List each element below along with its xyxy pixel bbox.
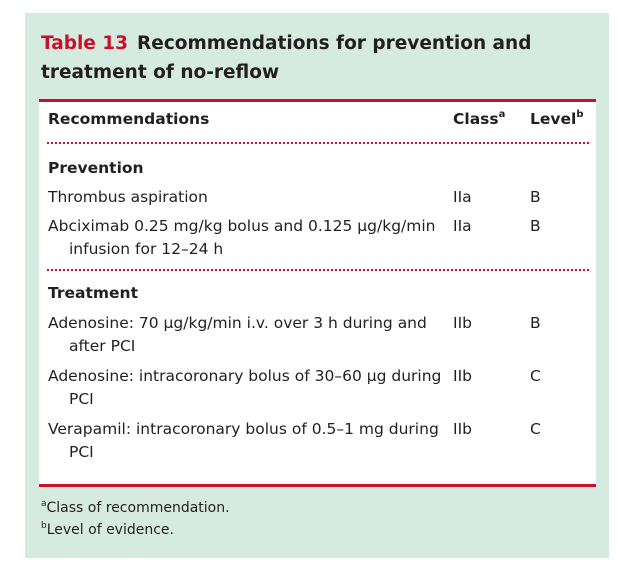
footnote-text: Level of evidence.	[46, 522, 174, 538]
level-cell: B	[530, 314, 541, 332]
level-cell: C	[530, 367, 541, 385]
recommendation-cell: Abciximab 0.25 mg/kg bolus and 0.125 µg/kg/min infusion for 12–24 h	[48, 217, 436, 258]
recommendation-cell: Adenosine: intracoronary bolus of 30–60 µg during PCI	[48, 367, 442, 408]
footnote-a	[41, 498, 230, 518]
section-title: Prevention	[48, 159, 144, 177]
footnote-marker: b	[41, 521, 47, 531]
table-caption	[41, 29, 581, 87]
class-cell: IIb	[453, 420, 472, 438]
header-class-footnote-marker: a	[498, 109, 506, 120]
recommendations-table	[39, 99, 596, 487]
recommendation-cell: Thrombus aspiration	[48, 188, 208, 206]
footnote-marker: a	[41, 499, 47, 509]
level-cell: C	[530, 420, 541, 438]
class-cell: IIa	[453, 188, 472, 206]
footnote-text: Class of recommendation.	[46, 500, 230, 516]
header-level-footnote-marker: b	[576, 109, 584, 120]
header-level	[530, 108, 584, 131]
table-number: Table 13	[41, 33, 129, 54]
level-cell: B	[530, 217, 541, 235]
header-class	[453, 108, 505, 131]
level-cell: B	[530, 188, 541, 206]
table-panel	[25, 13, 609, 558]
header-level-label: Level	[530, 110, 577, 128]
section-divider	[47, 269, 589, 271]
header-class-label: Class	[453, 110, 499, 128]
table-title: Recommendations for prevention and treatment of no-reflow	[41, 33, 532, 83]
recommendation-cell: Verapamil: intracoronary bolus of 0.5–1 mg during PCI	[48, 420, 439, 461]
header-divider	[47, 142, 589, 144]
header-recommendations: Recommendations	[48, 110, 210, 128]
class-cell: IIb	[453, 367, 472, 385]
class-cell: IIa	[453, 217, 472, 235]
section-title: Treatment	[48, 284, 139, 302]
footnote-b	[41, 520, 174, 540]
recommendation-cell: Adenosine: 70 µg/kg/min i.v. over 3 h during and after PCI	[48, 314, 427, 355]
class-cell: IIb	[453, 314, 472, 332]
